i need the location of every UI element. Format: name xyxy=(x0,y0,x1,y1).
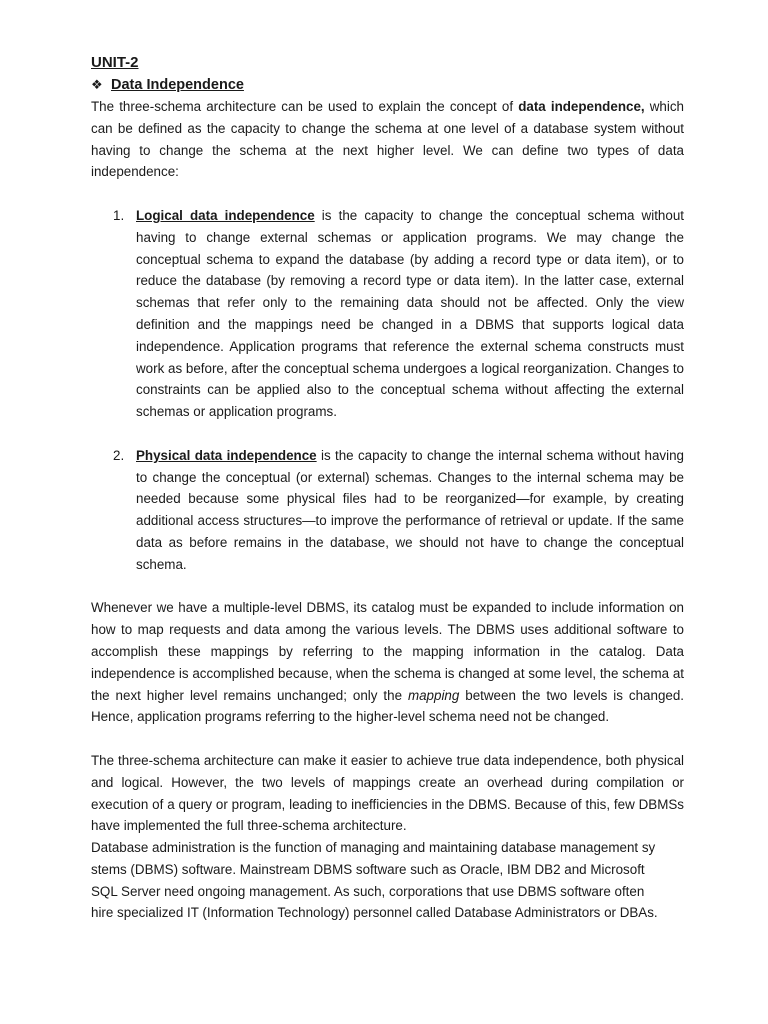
admin-line: Database administration is the function of managing and maintaining database management sy xyxy=(91,840,656,856)
list-term: Physical data independence xyxy=(136,447,317,463)
admin-paragraph xyxy=(91,837,684,924)
mapping-text-rest: between the two levels is changed. Hence, application programs referring to the higher-level schema need not be changed. xyxy=(91,687,685,725)
list-item-logical xyxy=(91,205,684,423)
intro-paragraph xyxy=(91,96,684,183)
mapping-italic: mapping xyxy=(407,687,460,703)
independence-list-2 xyxy=(91,445,684,576)
admin-line: SQL Server need ongoing management. As such, corporations that use DBMS software often xyxy=(91,883,645,899)
independence-list xyxy=(91,205,684,423)
list-text: is the capacity to change the conceptual schema without having to change external schemas or application programs. We may change the conceptual schema to expand the database (by adding a record type or data item), or to reduce the database (by removing a record type or data item). In the latter case, external schemas that refer only to the remaining data should not be affected. Only the view definition and the mappings need be changed in a DBMS that supports logical data independence. Application programs that reference the external schema constructs must work as before, after the conceptual schema undergoes a logical reorganization. Changes to constraints can be applied also to the conceptual schema without affecting the external schemas or application programs. xyxy=(136,207,684,420)
mapping-paragraph xyxy=(91,597,684,728)
intro-bold-term: data independence, xyxy=(518,99,645,114)
intro-text: The three-schema architecture can be used to explain the concept of xyxy=(91,99,519,114)
list-item-physical xyxy=(91,445,684,576)
list-number: 1. xyxy=(113,207,125,223)
list-number: 2. xyxy=(113,447,125,463)
section-title: Data Independence xyxy=(111,77,244,93)
overhead-paragraph: The three-schema architecture can make it easier to achieve true data independence, both physical and logical. However, the two levels of mappings create an overhead during compilation or execution of a query or program, leading to inefficiencies in the DBMS. Because of this, few DBMSs have implemented the full three-schema architecture. xyxy=(91,752,684,834)
admin-line: hire specialized IT (Information Technology) personnel called Database Administrators or DBAs. xyxy=(91,905,658,921)
unit-title: UNIT-2 xyxy=(91,54,139,71)
intro-text-rest: which can be defined as the capacity to change the schema at one level of a database system without having to change the schema at the next higher level. We can define two types of data independence: xyxy=(91,99,684,180)
section-heading xyxy=(91,74,684,96)
mapping-text: Whenever we have a multiple-level DBMS, its catalog must be expanded to include information on how to map requests and data among the various levels. The DBMS uses additional software to accomplish these mappings by referring to the mapping information in the catalog. Data independence is accomplished because, when the schema is changed at some level, the schema at the next higher level remains unchanged; only the xyxy=(91,600,684,703)
list-text: is the capacity to change the internal schema without having to change the conceptual (or external) schemas. Changes to the internal schema may be needed because some physical files had to be reorganized—for example, by creating additional access structures—to improve the performance of retrieval or update. If the same data as before remains in the database, we should not have to change the conceptual schema. xyxy=(136,447,684,572)
list-term: Logical data independence xyxy=(136,207,315,223)
diamond-bullet-icon: ❖ xyxy=(91,77,103,92)
admin-line: stems (DBMS) software. Mainstream DBMS software such as Oracle, IBM DB2 and Microsoft xyxy=(91,861,645,877)
